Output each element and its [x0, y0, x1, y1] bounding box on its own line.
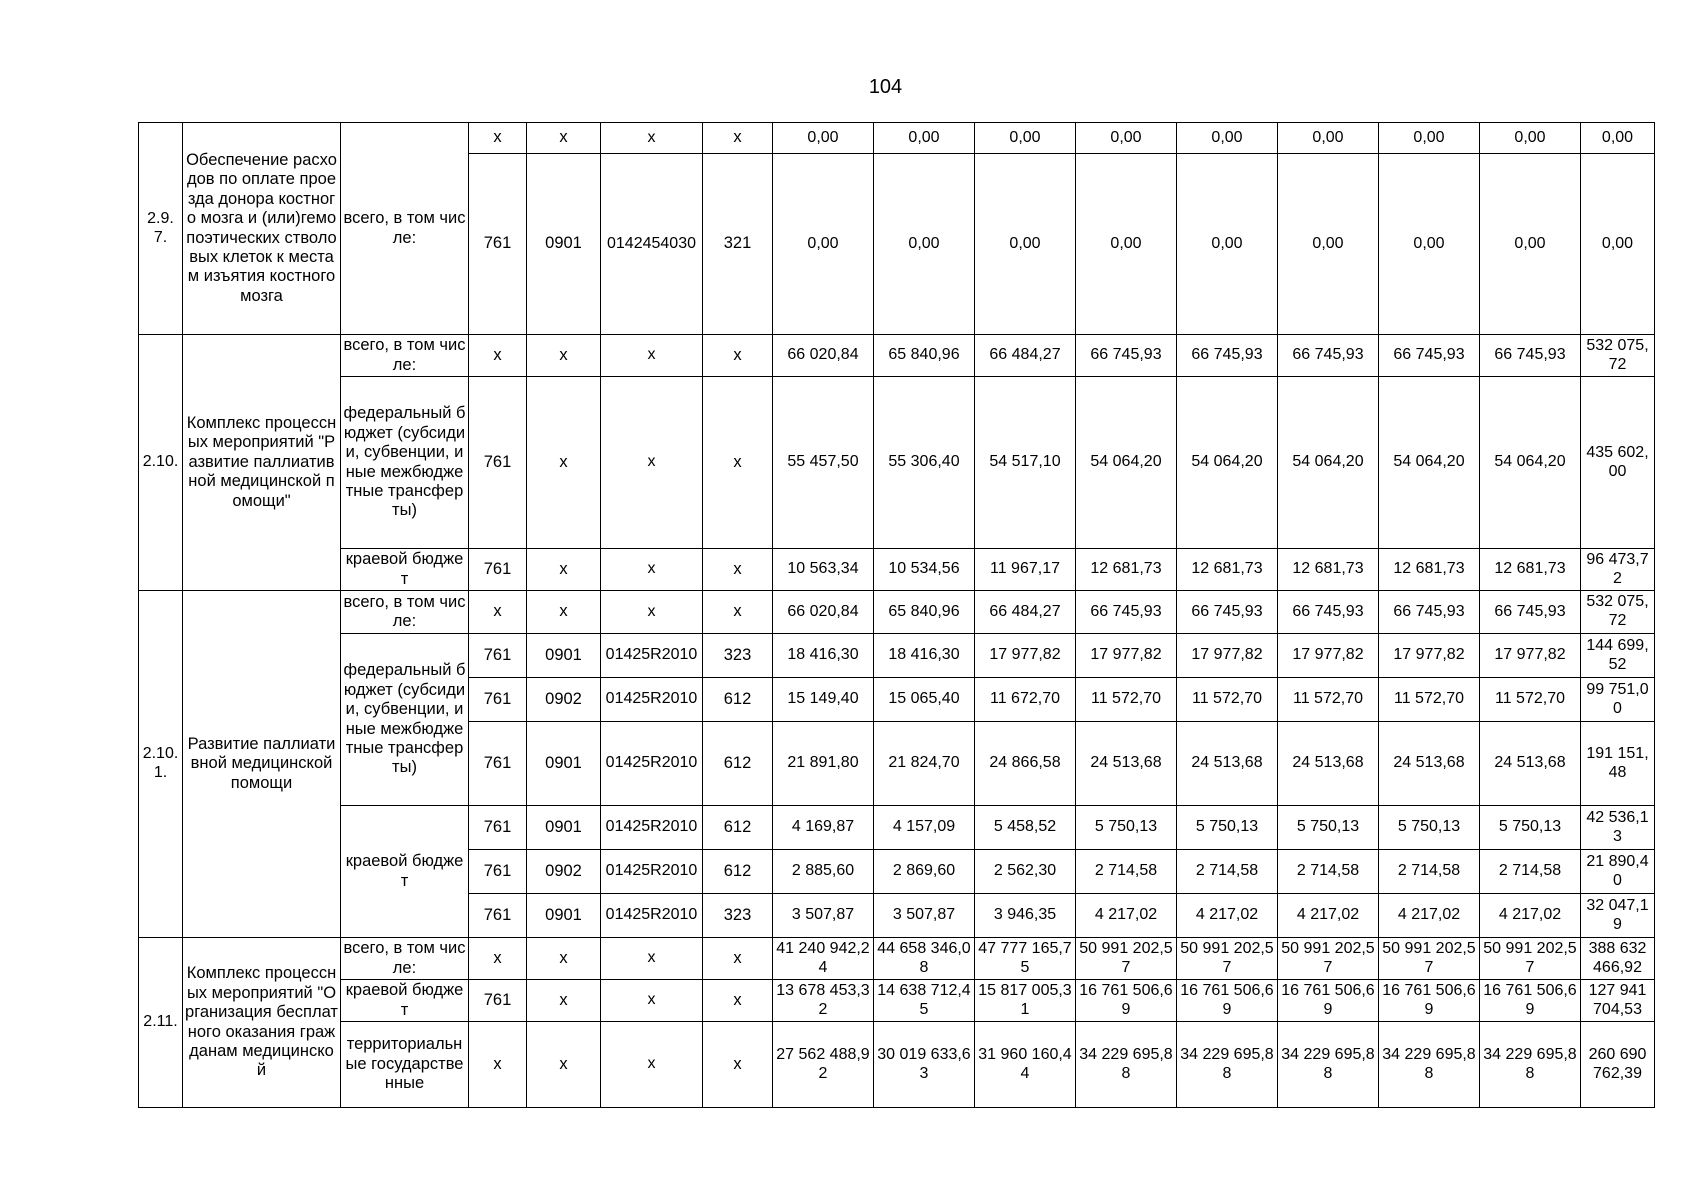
year-value: 12 681,73: [1076, 549, 1177, 591]
year-value: 3 507,87: [874, 894, 975, 938]
target-code: х: [601, 377, 703, 549]
year-value: 41 240 942,24: [773, 938, 874, 980]
funding-source: краевой бюджет: [341, 806, 469, 938]
section-code: х: [527, 377, 601, 549]
year-value: 5 750,13: [1480, 806, 1581, 850]
admin-code: 761: [469, 806, 527, 850]
year-value: 15 065,40: [874, 678, 975, 722]
year-value: 5 458,52: [975, 806, 1076, 850]
year-value: 10 563,34: [773, 549, 874, 591]
expense-type-code: 612: [703, 850, 773, 894]
year-value: 54 064,20: [1480, 377, 1581, 549]
year-value: 50 991 202,57: [1177, 938, 1278, 980]
year-value: 0,00: [975, 154, 1076, 335]
total-value: 191 151,48: [1581, 722, 1655, 806]
funding-source: всего, в том числе:: [341, 123, 469, 335]
year-value: 66 745,93: [1076, 591, 1177, 634]
page-number: 104: [868, 76, 903, 98]
year-value: 2 714,58: [1278, 850, 1379, 894]
year-value: 2 714,58: [1379, 850, 1480, 894]
row-name: Развитие паллиативной медицинской помощи: [183, 591, 341, 938]
year-value: 0,00: [773, 123, 874, 154]
total-value: 127 941 704,53: [1581, 980, 1655, 1022]
funding-source: всего, в том числе:: [341, 335, 469, 377]
target-code: х: [601, 1022, 703, 1108]
section-code: х: [527, 591, 601, 634]
admin-code: 761: [469, 850, 527, 894]
year-value: 17 977,82: [1379, 634, 1480, 678]
expense-type-code: 323: [703, 894, 773, 938]
year-value: 10 534,56: [874, 549, 975, 591]
year-value: 21 891,80: [773, 722, 874, 806]
total-value: 435 602,00: [1581, 377, 1655, 549]
year-value: 66 745,93: [1278, 591, 1379, 634]
admin-code: 761: [469, 722, 527, 806]
year-value: 11 572,70: [1177, 678, 1278, 722]
year-value: 55 457,50: [773, 377, 874, 549]
year-value: 12 681,73: [1480, 549, 1581, 591]
funding-source: краевой бюджет: [341, 549, 469, 591]
year-value: 54 517,10: [975, 377, 1076, 549]
year-value: 24 513,68: [1379, 722, 1480, 806]
year-value: 0,00: [1480, 123, 1581, 154]
year-value: 5 750,13: [1177, 806, 1278, 850]
year-value: 2 869,60: [874, 850, 975, 894]
admin-code: 761: [469, 549, 527, 591]
year-value: 50 991 202,57: [1379, 938, 1480, 980]
year-value: 0,00: [1480, 154, 1581, 335]
year-value: 30 019 633,63: [874, 1022, 975, 1108]
year-value: 17 977,82: [1480, 634, 1581, 678]
expense-type-code: х: [703, 591, 773, 634]
year-value: 11 572,70: [1076, 678, 1177, 722]
admin-code: х: [469, 335, 527, 377]
year-value: 65 840,96: [874, 335, 975, 377]
year-value: 4 217,02: [1278, 894, 1379, 938]
target-code: 01425R2010: [601, 806, 703, 850]
expense-type-code: х: [703, 980, 773, 1022]
section-code: 0901: [527, 634, 601, 678]
table-row: [139, 980, 1655, 1022]
target-code: х: [601, 938, 703, 980]
expense-type-code: 323: [703, 634, 773, 678]
row-name: Комплекс процессных мероприятий "Развитие паллиативной медицинской помощи": [183, 335, 341, 591]
year-value: 18 416,30: [874, 634, 975, 678]
year-value: 0,00: [1379, 123, 1480, 154]
year-value: 66 745,93: [1076, 335, 1177, 377]
year-value: 65 840,96: [874, 591, 975, 634]
total-value: 144 699,52: [1581, 634, 1655, 678]
row-number: 2.10.: [139, 335, 183, 591]
row-name: Комплекс процессных мероприятий "Организация бесплатного оказания гражданам медицинской: [183, 938, 341, 1108]
year-value: 4 217,02: [1480, 894, 1581, 938]
year-value: 0,00: [773, 154, 874, 335]
year-value: 16 761 506,69: [1480, 980, 1581, 1022]
year-value: 16 761 506,69: [1076, 980, 1177, 1022]
admin-code: 761: [469, 894, 527, 938]
year-value: 0,00: [975, 123, 1076, 154]
table-row: [139, 634, 1655, 678]
year-value: 66 020,84: [773, 591, 874, 634]
year-value: 50 991 202,57: [1278, 938, 1379, 980]
year-value: 54 064,20: [1278, 377, 1379, 549]
year-value: 11 572,70: [1278, 678, 1379, 722]
year-value: 34 229 695,88: [1076, 1022, 1177, 1108]
year-value: 16 761 506,69: [1278, 980, 1379, 1022]
year-value: 12 681,73: [1278, 549, 1379, 591]
target-code: 01425R2010: [601, 634, 703, 678]
total-value: 96 473,72: [1581, 549, 1655, 591]
funding-source: федеральный бюджет (субсидии, субвенции, иные межбюджетные трансферты): [341, 634, 469, 806]
year-value: 0,00: [1076, 123, 1177, 154]
year-value: 34 229 695,88: [1379, 1022, 1480, 1108]
year-value: 14 638 712,45: [874, 980, 975, 1022]
year-value: 3 507,87: [773, 894, 874, 938]
expense-type-code: х: [703, 1022, 773, 1108]
year-value: 5 750,13: [1076, 806, 1177, 850]
year-value: 24 513,68: [1177, 722, 1278, 806]
year-value: 66 745,93: [1379, 335, 1480, 377]
total-value: 532 075,72: [1581, 591, 1655, 634]
year-value: 13 678 453,32: [773, 980, 874, 1022]
table-row: [139, 335, 1655, 377]
admin-code: 761: [469, 634, 527, 678]
year-value: 0,00: [1076, 154, 1177, 335]
year-value: 31 960 160,44: [975, 1022, 1076, 1108]
row-name: Обеспечение расходов по оплате проезда донора костного мозга и (или)гемопоэтических стволовых клеток к местам изъятия костного мозга: [183, 123, 341, 335]
total-value: 0,00: [1581, 123, 1655, 154]
section-code: 0902: [527, 678, 601, 722]
year-value: 66 745,93: [1379, 591, 1480, 634]
total-value: 388 632 466,92: [1581, 938, 1655, 980]
year-value: 50 991 202,57: [1480, 938, 1581, 980]
admin-code: х: [469, 1022, 527, 1108]
expense-type-code: х: [703, 549, 773, 591]
year-value: 17 977,82: [1177, 634, 1278, 678]
year-value: 11 572,70: [1480, 678, 1581, 722]
year-value: 66 745,93: [1480, 335, 1581, 377]
year-value: 55 306,40: [874, 377, 975, 549]
target-code: 01425R2010: [601, 894, 703, 938]
total-value: 42 536,13: [1581, 806, 1655, 850]
year-value: 2 714,58: [1076, 850, 1177, 894]
target-code: 01425R2010: [601, 678, 703, 722]
admin-code: 761: [469, 154, 527, 335]
total-value: 0,00: [1581, 154, 1655, 335]
year-value: 54 064,20: [1076, 377, 1177, 549]
target-code: х: [601, 123, 703, 154]
total-value: 32 047,19: [1581, 894, 1655, 938]
admin-code: 761: [469, 377, 527, 549]
year-value: 24 513,68: [1480, 722, 1581, 806]
section-code: 0901: [527, 154, 601, 335]
year-value: 12 681,73: [1177, 549, 1278, 591]
target-code: 0142454030: [601, 154, 703, 335]
year-value: 34 229 695,88: [1480, 1022, 1581, 1108]
funding-source: краевой бюджет: [341, 980, 469, 1022]
table-row: [139, 377, 1655, 549]
total-value: 99 751,00: [1581, 678, 1655, 722]
year-value: 2 562,30: [975, 850, 1076, 894]
funding-source: федеральный бюджет (субсидии, субвенции, иные межбюджетные трансферты): [341, 377, 469, 549]
year-value: 2 714,58: [1177, 850, 1278, 894]
year-value: 27 562 488,92: [773, 1022, 874, 1108]
expense-type-code: х: [703, 938, 773, 980]
section-code: 0902: [527, 850, 601, 894]
year-value: 5 750,13: [1379, 806, 1480, 850]
year-value: 54 064,20: [1379, 377, 1480, 549]
year-value: 24 513,68: [1278, 722, 1379, 806]
expense-type-code: 321: [703, 154, 773, 335]
target-code: х: [601, 549, 703, 591]
table-row: [139, 549, 1655, 591]
year-value: 66 484,27: [975, 335, 1076, 377]
target-code: х: [601, 591, 703, 634]
year-value: 0,00: [1278, 123, 1379, 154]
section-code: х: [527, 123, 601, 154]
year-value: 15 149,40: [773, 678, 874, 722]
total-value: 532 075,72: [1581, 335, 1655, 377]
section-code: х: [527, 549, 601, 591]
year-value: 4 157,09: [874, 806, 975, 850]
funding-source: всего, в том числе:: [341, 938, 469, 980]
year-value: 18 416,30: [773, 634, 874, 678]
year-value: 16 761 506,69: [1379, 980, 1480, 1022]
total-value: 260 690 762,39: [1581, 1022, 1655, 1108]
year-value: 0,00: [1177, 154, 1278, 335]
year-value: 17 977,82: [1076, 634, 1177, 678]
year-value: 16 761 506,69: [1177, 980, 1278, 1022]
year-value: 5 750,13: [1278, 806, 1379, 850]
year-value: 0,00: [1379, 154, 1480, 335]
section-code: х: [527, 335, 601, 377]
row-number: 2.10.1.: [139, 591, 183, 938]
admin-code: х: [469, 938, 527, 980]
year-value: 11 672,70: [975, 678, 1076, 722]
year-value: 44 658 346,08: [874, 938, 975, 980]
funding-source: всего, в том числе:: [341, 591, 469, 634]
year-value: 4 169,87: [773, 806, 874, 850]
table-row: [139, 123, 1655, 154]
section-code: 0901: [527, 722, 601, 806]
admin-code: х: [469, 123, 527, 154]
year-value: 4 217,02: [1177, 894, 1278, 938]
year-value: 24 513,68: [1076, 722, 1177, 806]
year-value: 50 991 202,57: [1076, 938, 1177, 980]
year-value: 47 777 165,75: [975, 938, 1076, 980]
table-row: [139, 806, 1655, 850]
year-value: 0,00: [874, 123, 975, 154]
year-value: 66 020,84: [773, 335, 874, 377]
year-value: 11 967,17: [975, 549, 1076, 591]
year-value: 66 745,93: [1177, 335, 1278, 377]
year-value: 0,00: [874, 154, 975, 335]
year-value: 4 217,02: [1379, 894, 1480, 938]
admin-code: 761: [469, 980, 527, 1022]
year-value: 12 681,73: [1379, 549, 1480, 591]
expense-type-code: 612: [703, 806, 773, 850]
expense-type-code: х: [703, 377, 773, 549]
year-value: 15 817 005,31: [975, 980, 1076, 1022]
section-code: 0901: [527, 806, 601, 850]
budget-table: [138, 122, 1655, 1108]
section-code: х: [527, 1022, 601, 1108]
year-value: 66 745,93: [1278, 335, 1379, 377]
section-code: х: [527, 938, 601, 980]
year-value: 4 217,02: [1076, 894, 1177, 938]
year-value: 11 572,70: [1379, 678, 1480, 722]
target-code: х: [601, 980, 703, 1022]
table-row: [139, 1022, 1655, 1108]
admin-code: 761: [469, 678, 527, 722]
year-value: 0,00: [1278, 154, 1379, 335]
row-number: 2.11.: [139, 938, 183, 1108]
year-value: 2 714,58: [1480, 850, 1581, 894]
table-row: [139, 591, 1655, 634]
year-value: 34 229 695,88: [1177, 1022, 1278, 1108]
year-value: 21 824,70: [874, 722, 975, 806]
row-number: 2.9.7.: [139, 123, 183, 335]
target-code: х: [601, 335, 703, 377]
year-value: 66 484,27: [975, 591, 1076, 634]
expense-type-code: 612: [703, 678, 773, 722]
target-code: 01425R2010: [601, 722, 703, 806]
expense-type-code: х: [703, 123, 773, 154]
section-code: 0901: [527, 894, 601, 938]
total-value: 21 890,40: [1581, 850, 1655, 894]
year-value: 54 064,20: [1177, 377, 1278, 549]
year-value: 34 229 695,88: [1278, 1022, 1379, 1108]
year-value: 0,00: [1177, 123, 1278, 154]
year-value: 66 745,93: [1177, 591, 1278, 634]
year-value: 3 946,35: [975, 894, 1076, 938]
section-code: х: [527, 980, 601, 1022]
year-value: 66 745,93: [1480, 591, 1581, 634]
table-row: [139, 938, 1655, 980]
admin-code: х: [469, 591, 527, 634]
year-value: 2 885,60: [773, 850, 874, 894]
year-value: 17 977,82: [1278, 634, 1379, 678]
funding-source: территориальные государственные: [341, 1022, 469, 1108]
year-value: 24 866,58: [975, 722, 1076, 806]
expense-type-code: 612: [703, 722, 773, 806]
expense-type-code: х: [703, 335, 773, 377]
target-code: 01425R2010: [601, 850, 703, 894]
year-value: 17 977,82: [975, 634, 1076, 678]
